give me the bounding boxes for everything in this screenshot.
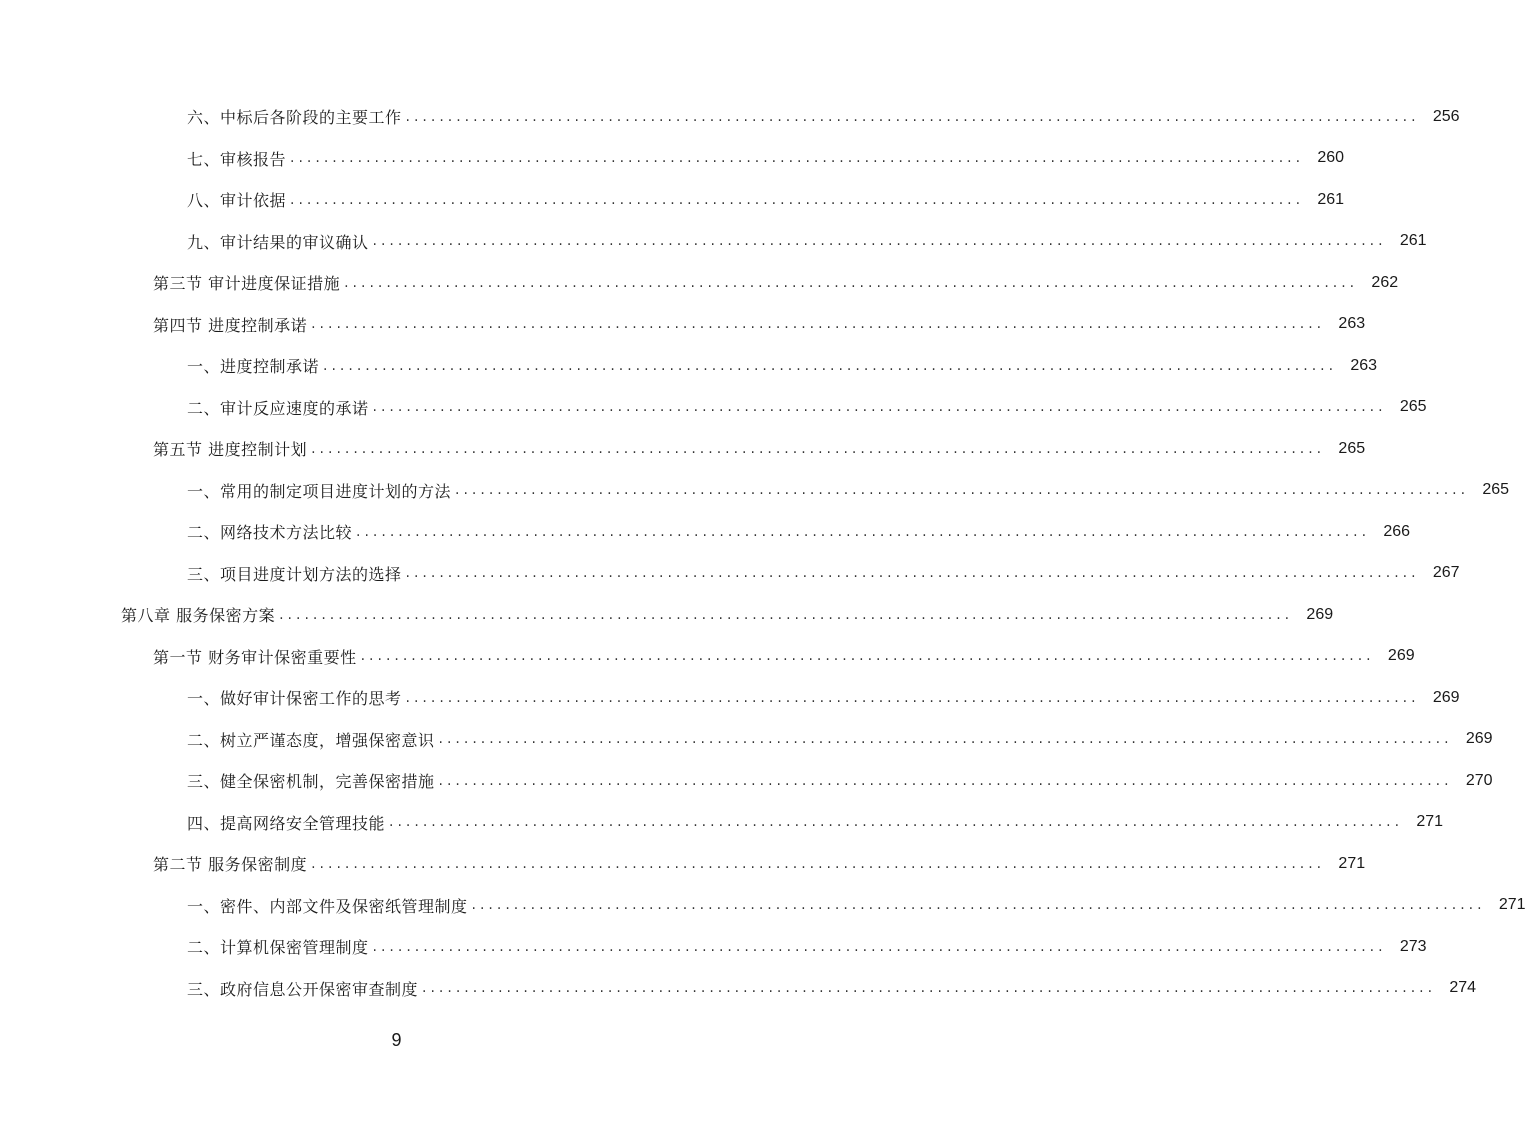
toc-entry[interactable] xyxy=(0,387,1427,429)
toc-entry-page: 270 xyxy=(1465,771,1493,789)
toc-entry-title: 第五节 进度控制计划 xyxy=(153,440,308,460)
toc-dot-leader: ........................................................................................................................ xyxy=(372,399,1387,416)
page-number: 9 xyxy=(391,1030,402,1050)
toc-entry-page: 269 xyxy=(1432,688,1460,706)
toc-entry-page: 271 xyxy=(1416,813,1444,831)
toc-entry-title: 三、政府信息公开保密审查制度 xyxy=(187,979,419,999)
toc-entry-title: 一、密件、内部文件及保密纸管理制度 xyxy=(187,896,468,916)
toc-entry[interactable] xyxy=(0,677,1460,719)
toc-entry-title: 九、审计结果的审议确认 xyxy=(187,232,369,252)
toc-entry-title: 一、做好审计保密工作的思考 xyxy=(187,689,402,709)
toc-entry[interactable] xyxy=(0,719,1493,761)
toc-dot-leader: ........................................................................................................................ xyxy=(438,772,1453,789)
toc-entry[interactable] xyxy=(0,885,1526,927)
toc-entry[interactable] xyxy=(0,760,1493,802)
toc-entry[interactable] xyxy=(0,470,1510,512)
toc-entry[interactable] xyxy=(0,843,1366,885)
toc-entry-page: 265 xyxy=(1482,481,1510,499)
toc-dot-leader: ........................................................................................................................ xyxy=(311,440,1326,457)
toc-dot-leader: ........................................................................................................................ xyxy=(405,565,1420,582)
toc-entry[interactable] xyxy=(0,221,1427,263)
toc-dot-leader: ........................................................................................................................ xyxy=(471,897,1486,914)
toc-dot-leader: ........................................................................................................................ xyxy=(405,108,1420,125)
toc-entry-page: 263 xyxy=(1338,315,1366,333)
toc-dot-leader: ........................................................................................................................ xyxy=(356,523,1371,540)
toc-dot-leader: ........................................................................................................................ xyxy=(405,689,1420,706)
toc-entry[interactable] xyxy=(0,262,1399,304)
toc-entry-title: 一、进度控制承诺 xyxy=(187,357,320,377)
toc-dot-leader: ........................................................................................................................ xyxy=(455,482,1470,499)
toc-dot-leader: ........................................................................................................................ xyxy=(372,938,1387,955)
toc-entry-title: 二、树立严谨态度，增强保密意识 xyxy=(187,730,435,750)
toc-entry[interactable] xyxy=(0,636,1415,678)
toc-entry[interactable] xyxy=(0,179,1345,221)
toc-entry-title: 一、常用的制定项目进度计划的方法 xyxy=(187,481,452,501)
toc-entry[interactable] xyxy=(0,304,1366,346)
toc-entry-page: 261 xyxy=(1399,232,1427,250)
toc-entry-title: 八、审计依据 xyxy=(187,191,287,211)
toc-dot-leader: ........................................................................................................................ xyxy=(360,648,1375,665)
toc-dot-leader: ........................................................................................................................ xyxy=(323,357,1338,374)
toc-entry-page: 274 xyxy=(1449,979,1477,997)
toc-dot-leader: ........................................................................................................................ xyxy=(372,233,1387,250)
toc-entry-title: 六、中标后各阶段的主要工作 xyxy=(187,108,402,128)
toc-dot-leader: ........................................................................................................................ xyxy=(290,191,1305,208)
toc-entry[interactable] xyxy=(0,96,1460,138)
toc-entry[interactable] xyxy=(0,802,1444,844)
toc-entry-page: 260 xyxy=(1317,149,1345,167)
toc-entry-title: 三、项目进度计划方法的选择 xyxy=(187,564,402,584)
toc-dot-leader: ........................................................................................................................ xyxy=(311,316,1326,333)
toc-entry-page: 256 xyxy=(1432,107,1460,125)
toc-entry-title: 第二节 服务保密制度 xyxy=(153,855,308,875)
toc-entry-page: 263 xyxy=(1350,356,1378,374)
toc-entry-title: 第八章 服务保密方案 xyxy=(121,606,276,626)
toc-entry[interactable] xyxy=(0,968,1477,1010)
toc-entry-page: 269 xyxy=(1387,647,1415,665)
toc-entry-title: 三、健全保密机制，完善保密措施 xyxy=(187,772,435,792)
toc-entry-page: 271 xyxy=(1338,854,1366,872)
toc-dot-leader: ........................................................................................................................ xyxy=(311,855,1326,872)
toc-entry-page: 273 xyxy=(1399,937,1427,955)
toc-entry-page: 267 xyxy=(1432,564,1460,582)
toc-entry-page: 265 xyxy=(1338,439,1366,457)
toc-entry-page: 271 xyxy=(1498,896,1526,914)
toc-entry-title: 七、审核报告 xyxy=(187,149,287,169)
toc-entry-title: 第四节 进度控制承诺 xyxy=(153,315,308,335)
toc-entry[interactable] xyxy=(0,926,1427,968)
toc-entry-title: 第三节 审计进度保证措施 xyxy=(153,274,341,294)
toc-dot-leader: ........................................................................................................................ xyxy=(422,980,1437,997)
toc-entry-title: 第一节 财务审计保密重要性 xyxy=(153,647,357,667)
toc-entry-page: 261 xyxy=(1317,190,1345,208)
toc-entry-page: 269 xyxy=(1465,730,1493,748)
toc-entry-title: 二、审计反应速度的承诺 xyxy=(187,398,369,418)
toc-dot-leader: ........................................................................................................................ xyxy=(344,274,1359,291)
toc-entry-page: 266 xyxy=(1383,522,1411,540)
toc-entry-title: 二、网络技术方法比较 xyxy=(187,523,353,543)
toc-dot-leader: ........................................................................................................................ xyxy=(389,814,1404,831)
toc-entry-page: 262 xyxy=(1371,273,1399,291)
toc-entry-page: 269 xyxy=(1306,605,1334,623)
table-of-contents xyxy=(0,96,1526,1009)
toc-entry[interactable] xyxy=(0,594,1334,636)
toc-entry-page: 265 xyxy=(1399,398,1427,416)
toc-dot-leader: ........................................................................................................................ xyxy=(279,606,1294,623)
toc-dot-leader: ........................................................................................................................ xyxy=(438,731,1453,748)
toc-entry[interactable] xyxy=(0,553,1460,595)
toc-entry[interactable] xyxy=(0,138,1345,180)
toc-entry[interactable] xyxy=(0,345,1378,387)
toc-entry[interactable] xyxy=(0,511,1411,553)
toc-entry[interactable] xyxy=(0,428,1366,470)
toc-dot-leader: ........................................................................................................................ xyxy=(290,150,1305,167)
toc-entry-title: 四、提高网络安全管理技能 xyxy=(187,813,386,833)
toc-entry-title: 二、计算机保密管理制度 xyxy=(187,938,369,958)
